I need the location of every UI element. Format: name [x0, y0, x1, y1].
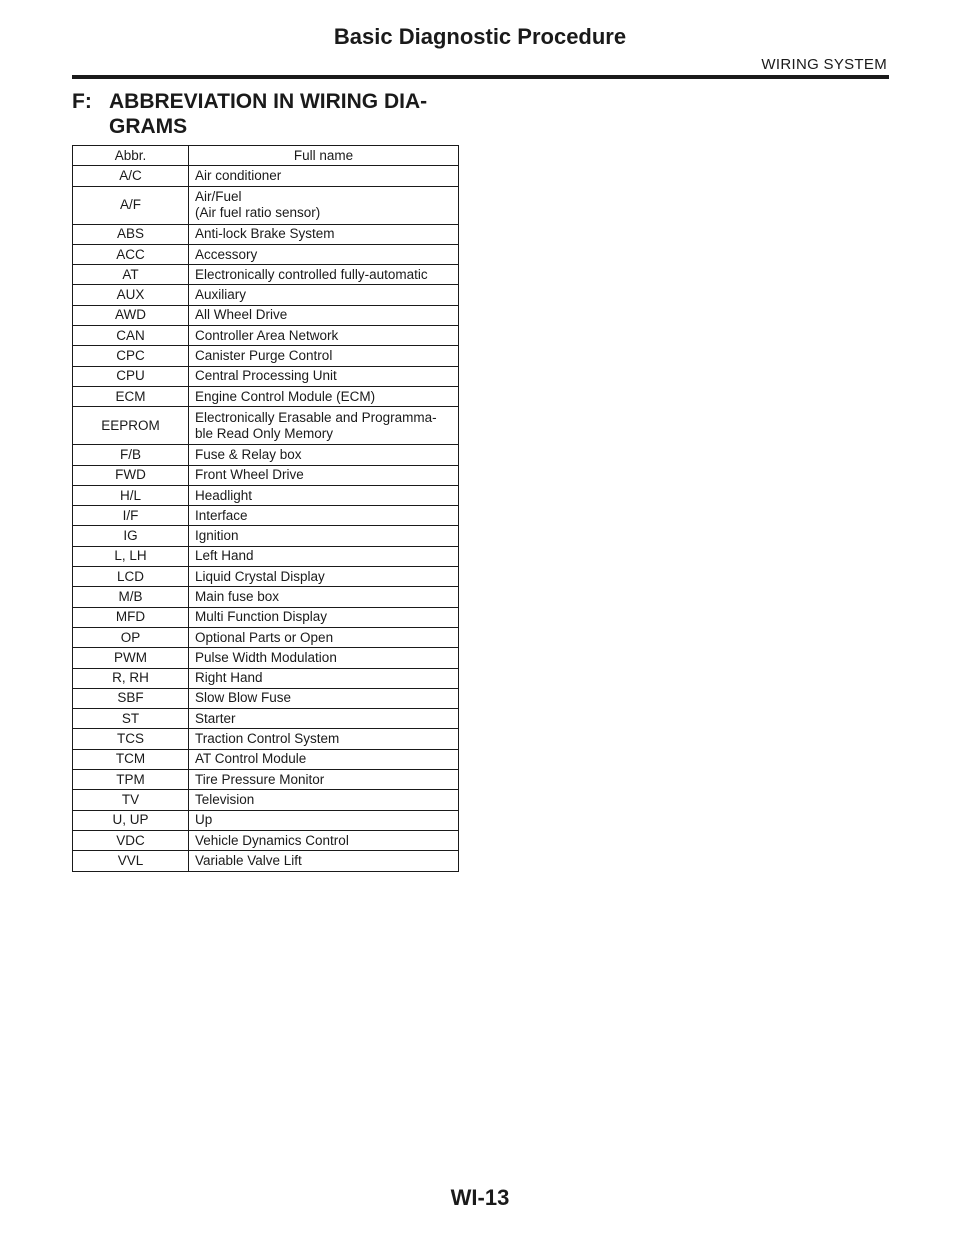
table-row [73, 729, 459, 749]
table-row [73, 709, 459, 729]
full-name-cell: AT Control Module [189, 749, 459, 769]
abbr-cell: AWD [73, 305, 189, 325]
abbr-cell: R, RH [73, 668, 189, 688]
table-row [73, 526, 459, 546]
abbr-cell: U, UP [73, 810, 189, 830]
table-row [73, 244, 459, 264]
table-row [73, 668, 459, 688]
table-row [73, 830, 459, 850]
abbr-cell: F/B [73, 445, 189, 465]
table-row [73, 326, 459, 346]
full-name-cell: Headlight [189, 485, 459, 505]
full-name-cell: Front Wheel Drive [189, 465, 459, 485]
full-name-cell: Up [189, 810, 459, 830]
table-body [73, 166, 459, 871]
abbr-cell: ECM [73, 386, 189, 406]
full-name-cell: Auxiliary [189, 285, 459, 305]
full-name-cell: Traction Control System [189, 729, 459, 749]
full-name-cell: Canister Purge Control [189, 346, 459, 366]
abbr-cell: M/B [73, 587, 189, 607]
abbr-cell: AUX [73, 285, 189, 305]
full-name-cell: Starter [189, 709, 459, 729]
column-header-abbr: Abbr. [73, 146, 189, 166]
section-letter: F: [72, 90, 92, 113]
full-name-cell: Central Processing Unit [189, 366, 459, 386]
full-name-cell: Accessory [189, 244, 459, 264]
section-heading-text: ABBREVIATION IN WIRING DIA- GRAMS [109, 90, 428, 138]
full-name-cell: Air/Fuel (Air fuel ratio sensor) [189, 186, 459, 224]
table-row [73, 407, 459, 445]
abbr-cell: I/F [73, 506, 189, 526]
table-header-row [73, 146, 459, 166]
full-name-cell: Tire Pressure Monitor [189, 770, 459, 790]
table-row [73, 546, 459, 566]
table-row [73, 305, 459, 325]
abbr-cell: CPC [73, 346, 189, 366]
table-row [73, 465, 459, 485]
table-row [73, 770, 459, 790]
section-heading [72, 89, 472, 139]
abbr-cell: FWD [73, 465, 189, 485]
full-name-cell: Fuse & Relay box [189, 445, 459, 465]
full-name-cell: Variable Valve Lift [189, 851, 459, 871]
table-row [73, 285, 459, 305]
full-name-cell: Electronically Erasable and Programma- ble Read Only Memory [189, 407, 459, 445]
full-name-cell: Liquid Crystal Display [189, 567, 459, 587]
full-name-cell: Television [189, 790, 459, 810]
abbr-cell: CAN [73, 326, 189, 346]
section-label: WIRING SYSTEM [761, 56, 887, 73]
abbr-cell: PWM [73, 648, 189, 668]
abbr-cell: AT [73, 265, 189, 285]
abbr-cell: ABS [73, 224, 189, 244]
table-row [73, 506, 459, 526]
full-name-cell: Main fuse box [189, 587, 459, 607]
table-row [73, 366, 459, 386]
abbr-cell: MFD [73, 607, 189, 627]
full-name-cell: Anti-lock Brake System [189, 224, 459, 244]
full-name-cell: Left Hand [189, 546, 459, 566]
abbr-cell: A/F [73, 186, 189, 224]
table-row [73, 688, 459, 708]
full-name-cell: Slow Blow Fuse [189, 688, 459, 708]
abbr-cell: TV [73, 790, 189, 810]
table-row [73, 166, 459, 186]
table-row [73, 790, 459, 810]
table-row [73, 224, 459, 244]
full-name-cell: Ignition [189, 526, 459, 546]
table-row [73, 386, 459, 406]
table-row [73, 567, 459, 587]
abbr-cell: ST [73, 709, 189, 729]
page-header-title: Basic Diagnostic Procedure [333, 24, 627, 49]
abbr-cell: OP [73, 627, 189, 647]
table-row [73, 346, 459, 366]
header-divider [72, 75, 889, 79]
table-row [73, 749, 459, 769]
full-name-cell: Optional Parts or Open [189, 627, 459, 647]
table-row [73, 186, 459, 224]
full-name-cell: Right Hand [189, 668, 459, 688]
abbr-cell: ACC [73, 244, 189, 264]
full-name-cell: Controller Area Network [189, 326, 459, 346]
abbreviation-table [72, 145, 459, 872]
abbr-cell: LCD [73, 567, 189, 587]
full-name-cell: Air conditioner [189, 166, 459, 186]
full-name-cell: Engine Control Module (ECM) [189, 386, 459, 406]
abbr-cell: VDC [73, 830, 189, 850]
full-name-cell: Pulse Width Modulation [189, 648, 459, 668]
abbr-cell: EEPROM [73, 407, 189, 445]
full-name-cell: Electronically controlled fully-automatic [189, 265, 459, 285]
table-row [73, 627, 459, 647]
abbr-cell: A/C [73, 166, 189, 186]
full-name-cell: Multi Function Display [189, 607, 459, 627]
column-header-full-name: Full name [189, 146, 459, 166]
abbr-cell: H/L [73, 485, 189, 505]
page-number: WI-13 [450, 1185, 510, 1210]
full-name-cell: All Wheel Drive [189, 305, 459, 325]
abbr-cell: IG [73, 526, 189, 546]
abbr-cell: CPU [73, 366, 189, 386]
abbr-cell: TCM [73, 749, 189, 769]
table-row [73, 810, 459, 830]
table-row [73, 648, 459, 668]
table-row [73, 445, 459, 465]
table-row [73, 485, 459, 505]
table-row [73, 265, 459, 285]
abbr-cell: L, LH [73, 546, 189, 566]
abbr-cell: VVL [73, 851, 189, 871]
abbr-cell: TPM [73, 770, 189, 790]
abbr-cell: TCS [73, 729, 189, 749]
table-row [73, 851, 459, 871]
abbr-cell: SBF [73, 688, 189, 708]
table-row [73, 607, 459, 627]
full-name-cell: Vehicle Dynamics Control [189, 830, 459, 850]
full-name-cell: Interface [189, 506, 459, 526]
table-row [73, 587, 459, 607]
